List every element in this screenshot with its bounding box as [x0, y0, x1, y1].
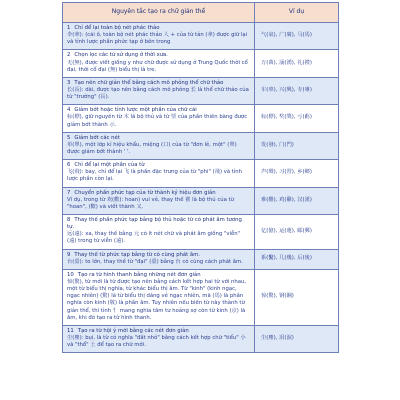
rule-title-text: Tạo nên chữ giản thể bằng cách mô phỏng thể chữ thảo [74, 79, 224, 86]
rule-body: 台(臺): to lớn, thay thế từ "đại" (臺) bằng 台 có cùng cách phát âm. [67, 258, 243, 265]
examples-cell: 车(車), 兴(興), 专(專) [255, 77, 339, 104]
examples-cell: 亿(億), 运(運), 邮(郵) [255, 214, 339, 249]
rule-body: 无(無), được viết giống y như chữ được sử dụng ở Trung Quốc thời cổ đại, thời cổ đại (無) biểu thị là tre. [67, 59, 248, 73]
rule-title-text: Thay thế phần phức tạp bằng bộ thủ hoặc từ có phát âm tương tự. [67, 216, 242, 231]
rule-number: 11 [67, 327, 74, 334]
header-examples: Ví dụ [255, 3, 339, 23]
rule-title-text: Giảm bớt các nét [74, 134, 120, 141]
rule-body: 长(長): dài, được tạo nên bằng cách mô phỏng 长 là thể chữ thảo của từ "trường" (長). [67, 86, 249, 101]
examples-cell: 惊(驚), 钢(鋼) [255, 269, 339, 325]
rule-cell [63, 187, 255, 214]
rule-number: 8 [67, 216, 71, 223]
rule-number: 5 [67, 134, 71, 141]
rule-cell [63, 50, 255, 77]
rule-number: 6 [67, 162, 71, 169]
rule-number: 3 [67, 79, 71, 86]
rule-cell [63, 249, 255, 269]
rule-body: 标(標), giữ nguyên từ 木 là bộ thủ và từ 票 của phần thiên bàng được giảm bớt thành 示. [67, 114, 248, 128]
simplification-rules-table [62, 2, 339, 353]
rule-title-text: Thay thế từ phức tạp bằng từ có cùng phát âm. [74, 251, 201, 258]
rule-cell [63, 105, 255, 132]
table-row [63, 325, 339, 352]
examples-cell: 气(氣), 广(廣), 马(馬) [255, 23, 339, 50]
examples-cell: 声(聲), 习(習), 乡(鄉) [255, 160, 339, 187]
examples-cell: 尘(塵), 泪(淚) [255, 325, 339, 352]
rule-title [67, 190, 250, 197]
rule-title-text: Chuyển phần phức tạp của từ thành ký hiệu đơn giản [74, 189, 216, 196]
rule-number: 2 [67, 52, 71, 59]
table-row [63, 269, 339, 325]
rule-number: 7 [67, 189, 71, 196]
rule-body: 飞(飛): bay, chỉ để lại 飞 là phần đặc trưng của từ "phi" (飛) và tỉnh lược phần còn lại. [67, 169, 243, 183]
table-row [63, 105, 339, 132]
table-row [63, 77, 339, 104]
rule-title [67, 272, 250, 279]
rule-cell [63, 77, 255, 104]
table-row [63, 50, 339, 77]
rule-body: 伞(傘): (cái ô, toàn bộ nét phác thảo 人 + của từ tản (傘) được giữ lại và tỉnh lược phần phức tạp ở bên trong [67, 32, 248, 46]
rule-cell [63, 132, 255, 159]
header-rule: Nguyên tắc tạo ra chữ giản thể [63, 3, 255, 23]
rule-body: 远(遠): xa, thay thế bằng 元 có ít nét chữ và phát âm giống "viễn" (遠) trong từ viễn (遠). [67, 231, 241, 245]
rule-number: 4 [67, 107, 71, 114]
rule-title [67, 217, 250, 231]
rule-cell [63, 160, 255, 187]
rule-number: 10 [67, 271, 74, 278]
table-row [63, 23, 339, 50]
rule-number: 1 [67, 25, 71, 31]
table-row [63, 132, 339, 159]
table-header-row [63, 3, 339, 23]
rule-cell [63, 214, 255, 249]
rule-title-text: Chỉ để lại toàn bộ nét phác thảo [74, 25, 160, 31]
table-row [63, 187, 339, 214]
table-row [63, 214, 339, 249]
rule-cell [63, 325, 255, 352]
rule-body: Ví dụ, trong từ 欢(歡): hoan) vui vẻ, thay thế 雚 là bộ thủ của từ "hoan", (歡) và viết thành 又. [67, 196, 234, 210]
rule-body: 单(單), một lớp kỉ hiệu khẩu, miệng (口) của từ "đơn lẻ, một" (單) được giảm bớt thành ' '. [67, 141, 237, 155]
rule-cell [63, 23, 255, 50]
rule-title [67, 252, 250, 259]
rule-title [67, 80, 250, 87]
rule-title-text: Chọn lọc các từ sử dụng ở thời xưa. [74, 52, 168, 59]
examples-cell: 发(發), 门(門) [255, 132, 339, 159]
rule-number: 9 [67, 251, 71, 258]
rule-body: 惊(驚), từ mới là từ được tạo nên bằng cách kết hợp hai từ với nhau, một từ biểu thị nghĩa, từ khác biểu thị âm. Từ "kinh" (kinh ngạc, ngạc nhiên) (驚) là từ biểu thị dáng vẻ ngạc nhiên, mã (馬) là phần nghĩa còn kinh (敬) là phần âm. Tuy nhiên nếu biến từ này thành từ giản thể, thì tỉnh 忄 mang nghĩa tâm tư hoảng sợ còn từ kinh (京) là âm, khi đó tạo ra từ hình thanh. [67, 278, 247, 321]
rule-title-text: Chỉ để lại một phần của từ [74, 162, 145, 169]
rule-title-text: Tạo ra từ hình thanh bằng những nét đơn giản [77, 271, 201, 278]
examples-cell: 标(標), 奖(獎), 亏(虧) [255, 105, 339, 132]
rule-title [67, 328, 250, 335]
rule-title [67, 135, 250, 142]
examples-cell: 难(難), 鸡(雞), 汉(漢) [255, 187, 339, 214]
rule-cell [63, 269, 255, 325]
rule-body: 尘(塵): bụi, là từ có nghĩa "đất nhỏ" bằng cách kết hợp chữ "tiểu" 小 và "thổ" 土 để tạo ra chữ mới. [67, 334, 246, 349]
table-row [63, 249, 339, 269]
table-row [63, 160, 339, 187]
rule-title-text: Giảm bớt hoặc tỉnh lược một phần của chữ cái [74, 107, 197, 114]
examples-cell: 系(繫), 几(幾), 后(後) [255, 249, 339, 269]
rule-title-text: Tạo ra từ hội ý mới bằng các nét đơn giản [77, 327, 189, 334]
examples-cell: 万(萬), 涌(湧), 礼(禮) [255, 50, 339, 77]
rule-title [67, 52, 250, 59]
